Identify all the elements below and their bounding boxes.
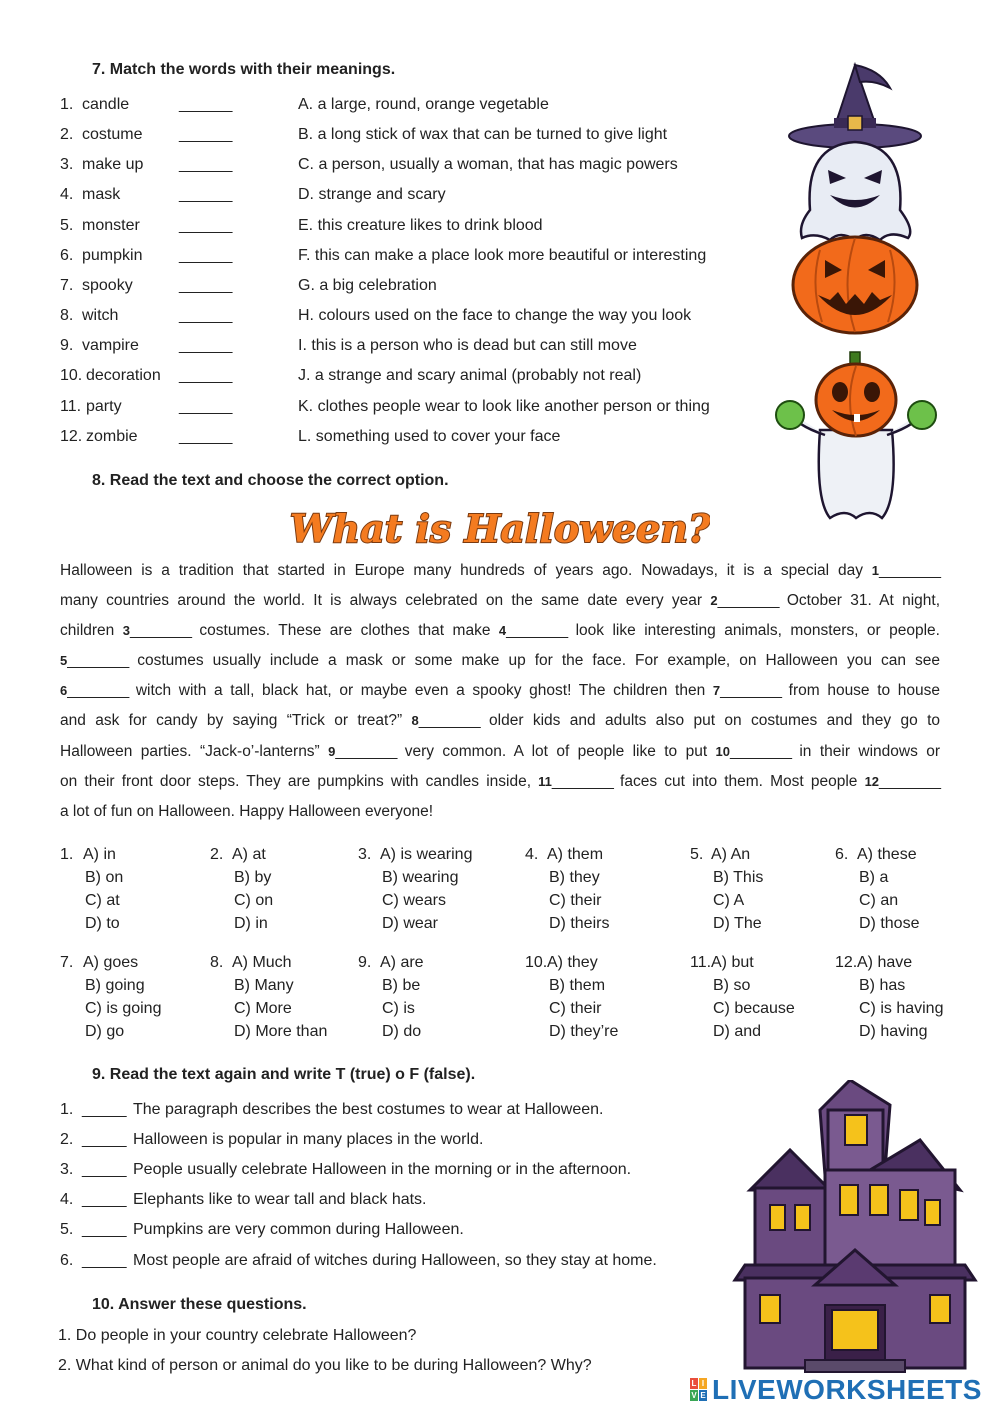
answer-blank: ______ [179,427,233,445]
word-label: zombie [86,427,138,445]
gap-number: 10 [715,743,730,759]
meaning-item: G. a big celebration [298,276,437,294]
option-choice: D) go [85,1023,125,1040]
text-line [60,706,940,736]
word-label: witch [82,307,119,325]
word-number: 10. [60,367,83,385]
answer-blank: ______ [179,307,233,325]
meaning-item: A. a large, round, orange vegetable [298,96,549,113]
option-choice: D) those [859,915,920,932]
option-number: 6. [835,846,849,863]
word-number: 9. [60,337,74,355]
option-number: 2. [210,846,224,863]
option-number: 7. [60,954,74,971]
option-choice: D) The [713,915,762,932]
word-label: monster [82,216,140,234]
witch-ghost-pumpkin-illustration [780,60,930,335]
text-fragment: Halloween is a tradition that started in Europe many hundreds of years ago. Nowadays, it is a special day [60,562,872,579]
option-choice: C) an [859,892,899,909]
meaning-item: J. a strange and scary animal (probably not real) [298,367,642,385]
option-choice: C) is going [85,1000,162,1017]
gap-blank: ________ [418,712,480,730]
option-choice: D) More than [234,1023,328,1040]
gap-blank: ________ [67,652,129,670]
option-choice: B) so [713,977,751,994]
logo-blocks [690,1378,708,1402]
gap-number: 8 [411,713,419,729]
section-7-heading: 7. Match the words with their meanings. [92,61,396,78]
word-label: mask [82,186,121,204]
gap-blank: ________ [879,772,940,790]
answer-blank: ______ [179,126,233,144]
text-fragment: many countries around the world. It is always celebrated on the same date every year [60,592,711,610]
text-line [60,797,940,827]
gap-blank: ________ [129,622,191,640]
text-fragment: costumes usually include a mask or some make up for the face. For example, on Halloween you can see [128,652,940,670]
gap-blank: ________ [717,592,779,610]
text-fragment: October 31. At night, [778,592,940,610]
option-choice: C) because [713,1000,795,1017]
answer-blank: ______ [179,276,233,294]
answer-blank: ______ [179,337,233,355]
option-choice: D) and [713,1023,762,1040]
text-line [60,646,940,676]
logo-block-e: E [700,1391,706,1400]
option-choice: C) More [234,1000,292,1017]
tf-statement: Pumpkins are very common during Halloween. [133,1221,464,1239]
matching-word-row [60,96,129,114]
section-9-heading: 9. Read the text again and write T (true) o F (false). [92,1066,476,1083]
option-choice: A) have [857,954,913,971]
haunted-house-illustration [720,1080,990,1375]
tf-blank: _____ [82,1251,127,1269]
option-choice: A) they [547,954,598,971]
option-choice: B) on [85,869,124,886]
option-choice: C) wears [382,892,447,909]
option-choice: A) these [857,846,917,863]
answer-blank: ______ [179,367,233,385]
option-choice: A) are [380,954,424,971]
halloween-reading-text [60,556,940,827]
option-choice: D) do [382,1023,422,1040]
tf-blank: _____ [82,1161,127,1179]
option-choice: B) This [713,869,764,886]
meaning-item: I. this is a person who is dead but can still move [298,337,637,355]
text-fragment: in their windows or [790,742,940,760]
matching-word-row [60,367,161,385]
word-label: candle [82,96,130,113]
tf-statement: Halloween is popular in many places in the world. [133,1131,484,1149]
answer-blank: ______ [179,397,233,415]
section-8-heading: 8. Read the text and choose the correct option. [92,472,449,489]
option-choice: B) they [549,869,600,886]
matching-word-row [60,398,122,416]
gap-blank: ________ [551,772,613,790]
gap-number: 11 [538,773,552,789]
logo-block-l: L [691,1379,697,1388]
word-number: 11. [60,397,82,415]
matching-word-row [60,277,133,295]
text-fragment: very common. A lot of people like to put [396,742,716,760]
text-fragment: witch with a tall, black hat, or maybe even a spooky ghost! The children then [128,682,713,700]
option-choice: A) An [711,846,751,863]
option-choice: A) but [711,954,754,971]
tf-number: 2. [60,1131,74,1149]
meaning-item: L. something used to cover your face [298,427,561,445]
gap-number: 7 [712,683,721,699]
tf-statement: People usually celebrate Halloween in the morning or in the afternoon. [133,1161,632,1179]
logo-text: LIVEWORKSHEETS [712,1374,982,1405]
option-choice: D) to [85,915,120,932]
matching-word-row [60,337,139,355]
text-fragment: look like interesting animals, monsters, or people. [567,622,940,640]
text-fragment: and ask for candy by saying “Trick or treat?” [60,712,412,730]
matching-word-row [60,156,143,174]
text-line [60,616,940,646]
gap-blank: ________ [335,742,397,760]
meaning-item: B. a long stick of wax that can be turned to give light [298,126,668,144]
word-label: costume [82,126,143,144]
text-fragment: on their front door steps. They are pumpkins with candles inside, [60,772,539,790]
meaning-item: H. colours used on the face to change the way you look [298,307,692,325]
gap-number: 1 [871,563,880,578]
option-number: 10. [525,954,548,971]
answer-blank: ______ [179,246,233,264]
matching-word-row [60,247,142,265]
option-choice: B) has [859,977,906,994]
word-label: decoration [86,367,161,385]
option-choice: C) is [382,1000,415,1017]
tf-statement: The paragraph describes the best costumes to wear at Halloween. [133,1101,604,1118]
text-fragment: from house to house [781,682,940,700]
option-choice: B) by [234,869,272,886]
gap-number: 2 [710,593,718,609]
word-number: 5. [60,216,74,234]
gap-number: 4 [498,623,507,639]
word-number: 1. [60,96,74,113]
option-number: 11. [690,954,712,971]
word-label: pumpkin [82,246,143,264]
tf-blank: _____ [82,1131,127,1149]
tf-blank: _____ [82,1221,127,1239]
matching-word-row [60,217,140,235]
option-number: 4. [525,846,539,863]
text-line [60,556,940,586]
option-choice: B) be [382,977,421,994]
option-choice: B) them [549,977,606,994]
gap-blank: ________ [506,622,568,640]
question-2: 2. What kind of person or animal do you like to be during Halloween? Why? [58,1357,592,1374]
word-number: 8. [60,307,74,325]
matching-word-row [60,126,142,144]
option-choice: B) Many [234,977,294,994]
option-choice: A) in [83,846,116,863]
pumpkin-ghost-illustration [770,350,942,522]
word-number: 12. [60,427,83,445]
tf-number: 3. [60,1161,74,1179]
word-label: make up [82,156,144,174]
word-number: 2. [60,126,74,144]
halloween-title [290,502,710,554]
tf-number: 5. [60,1221,74,1239]
option-choice: A) Much [232,954,292,971]
text-line [60,737,940,767]
tf-statement: Most people are afraid of witches during Halloween, so they stay at home. [133,1251,657,1269]
meaning-item: K. clothes people wear to look like another person or thing [298,397,710,415]
halloween-title-text: What is Halloween? [290,506,710,551]
option-choice: C) A [713,892,745,909]
option-number: 5. [690,846,704,863]
question-1: 1. Do people in your country celebrate Halloween? [58,1327,417,1344]
option-choice: B) a [859,869,889,886]
answer-blank: ______ [179,186,233,204]
word-number: 4. [60,186,74,204]
word-label: vampire [82,337,139,355]
option-choice: D) they’re [549,1023,619,1040]
matching-word-row [60,307,118,325]
option-choice: C) their [549,892,602,909]
word-label: spooky [82,276,133,294]
matching-word-row [60,186,120,204]
gap-blank: ________ [720,682,782,700]
tf-number: 6. [60,1251,74,1269]
answer-blank: ______ [179,216,233,234]
tf-statement: Elephants like to wear tall and black hats. [133,1191,427,1209]
gap-number: 12 [864,773,880,789]
text-fragment: children [60,622,123,640]
option-choice: C) on [234,892,274,909]
option-choice: C) is having [859,1000,944,1017]
tf-number: 1. [60,1101,74,1118]
option-choice: A) them [547,846,604,863]
text-fragment: a lot of fun on Halloween. Happy Halloween everyone! [60,802,434,820]
text-fragment: older kids and adults also put on costumes and they go to [479,712,940,730]
meaning-item: D. strange and scary [298,186,446,204]
matching-word-row [60,428,138,446]
gap-number: 9 [328,743,336,759]
text-fragment: faces cut into them. Most people [612,772,865,790]
option-choice: A) goes [83,954,139,971]
option-choice: B) wearing [382,869,459,886]
option-choice: C) at [85,892,120,909]
text-line [60,767,940,797]
word-number: 7. [60,276,74,294]
answer-blank: ______ [179,96,233,113]
gap-blank: ________ [879,562,940,579]
option-choice: D) having [859,1023,928,1040]
tf-number: 4. [60,1191,74,1209]
logo-block-v: V [691,1391,697,1400]
option-choice: A) at [232,846,266,863]
text-fragment: costumes. These are clothes that make [190,622,499,640]
text-line [60,676,940,706]
gap-number: 3 [122,623,130,639]
option-choice: D) in [234,915,268,932]
gap-blank: ________ [67,682,129,700]
meaning-item: E. this creature likes to drink blood [298,216,543,234]
logo-block-i: I [699,1378,707,1389]
option-number: 1. [60,846,74,863]
word-number: 6. [60,246,74,264]
option-number: 3. [358,846,372,863]
meaning-item: C. a person, usually a woman, that has magic powers [298,156,678,174]
gap-number: 5 [60,653,68,669]
option-choice: D) theirs [549,915,610,932]
gap-number: 6 [60,683,68,699]
option-number: 8. [210,954,224,971]
option-choice: D) wear [382,915,439,932]
gap-blank: ________ [730,742,791,760]
liveworksheets-logo [690,1374,990,1406]
option-number: 9. [358,954,372,971]
text-line [60,586,940,616]
option-choice: C) their [549,1000,602,1017]
text-fragment: Halloween parties. “Jack-o’-lanterns” [60,742,329,760]
option-choice: A) is wearing [380,846,473,863]
word-number: 3. [60,156,74,174]
option-number: 12. [835,954,858,971]
answer-blank: ______ [179,156,233,174]
tf-blank: _____ [82,1191,127,1209]
meaning-item: F. this can make a place look more beautiful or interesting [298,246,707,264]
option-choice: B) going [85,977,145,994]
section-10-heading: 10. Answer these questions. [92,1296,307,1313]
tf-blank: _____ [82,1101,127,1118]
word-label: party [86,397,122,415]
